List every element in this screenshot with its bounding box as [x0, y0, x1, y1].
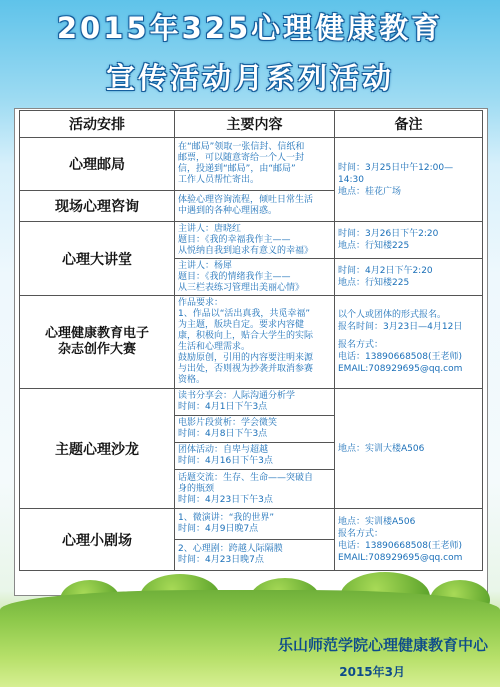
content-line: 体验心理咨询流程，倾吐日常生活	[178, 195, 314, 205]
title-line-1: 2015年325心理健康教育	[56, 11, 444, 45]
note-line: 地点：行知楼225	[338, 241, 410, 251]
activity-note	[335, 296, 483, 389]
activity-content	[175, 470, 335, 509]
activity-content	[175, 443, 335, 470]
note-line: EMAIL:708929695@qq.com	[338, 552, 463, 563]
activity-content	[175, 191, 335, 222]
note-line: 时间：4月2日下午2:20	[338, 266, 433, 276]
table-row	[20, 296, 483, 389]
note-line: EMAIL:708929695@qq.com	[338, 364, 463, 374]
activity-name	[20, 296, 175, 389]
activity-note	[335, 509, 483, 571]
header-content: 主要内容	[175, 111, 335, 138]
note-line: 报名时间：3月23日—4月12日	[338, 322, 463, 332]
header-schedule: 活动安排	[20, 111, 175, 138]
content-line: 时间：4月23日晚7点	[178, 555, 264, 565]
content-line: 从三栏表练习管理出美丽心情》	[178, 282, 305, 293]
table-row	[20, 389, 483, 416]
activity-note	[335, 259, 483, 296]
table-row	[20, 138, 483, 191]
content-line: 身的瓶颈	[178, 483, 215, 494]
activity-note	[335, 389, 483, 509]
note-line: 时间：3月25日中午12:00—14:30	[338, 162, 454, 185]
content-line: 时间：4月1日下午3点	[178, 402, 268, 412]
content-line: 从悦纳自我到追求有意义的幸福》	[178, 245, 314, 256]
activity-name: 心理大讲堂	[20, 222, 175, 296]
note-line: 报名方式：	[338, 528, 384, 539]
content-line: 主讲人：唐晓红	[178, 223, 242, 234]
content-line: 时间：4月23日下午3点	[178, 494, 273, 505]
note-line: 电话：13890668508(王老师)	[338, 540, 463, 551]
content-line: 鼓励原创，引用的内容要注明来源	[178, 353, 314, 363]
activity-name: 主题心理沙龙	[20, 389, 175, 509]
header-notes: 备注	[335, 111, 483, 138]
content-line: 主讲人：杨犀	[178, 260, 233, 271]
content-line: 题目：《我的幸福我作主——	[178, 234, 291, 245]
footer-organization: 乐山师范学院心理健康教育中心	[277, 636, 488, 654]
activity-content	[175, 138, 335, 191]
note-line: 地点：实训楼A506	[338, 516, 416, 527]
activity-content	[175, 259, 335, 296]
content-line: 时间：4月16日下午3点	[178, 456, 273, 466]
content-line: 信，投递到“邮局”，由“邮局”	[178, 164, 296, 174]
note-line: 时间：3月26日下午2:20	[338, 229, 439, 239]
activity-name-line: 杂志创作大赛	[57, 342, 136, 357]
content-line: 生活和心理需求。	[178, 342, 251, 352]
activity-table	[19, 110, 483, 571]
activity-content	[175, 389, 335, 416]
content-line: 1、作品以“活出真我，共觅幸福”	[178, 309, 311, 319]
content-line: 读书分享会：人际沟通分析学	[178, 391, 296, 401]
content-line: 时间：4月8日下午3点	[178, 429, 268, 439]
content-line: 康，积极向上，贴合大学生的实际	[178, 331, 314, 341]
content-line: 为主题，版块自定。要求内容健	[178, 320, 305, 330]
note-line: 电话：13890668508(王老师)	[338, 352, 463, 362]
activity-content	[175, 540, 335, 571]
content-line: 1、微演讲：“我的世界”	[178, 513, 275, 523]
content-line: 工作人员帮忙寄出。	[178, 175, 260, 185]
table-header-row	[20, 111, 483, 138]
content-line: 资格。	[178, 375, 206, 385]
note-line: 地点：实训大楼A506	[338, 443, 425, 454]
content-line: 时间：4月9日晚7点	[178, 524, 259, 534]
table-row	[20, 509, 483, 540]
content-line: 团体活动：自卑与超越	[178, 445, 269, 455]
content-line: 中遇到的各种心理困惑。	[178, 206, 278, 216]
activity-name: 现场心理咨询	[20, 191, 175, 222]
content-line: 在“邮局”领取一张信封、信纸和	[178, 142, 305, 152]
note-line: 地点：桂花广场	[338, 186, 402, 197]
content-line: 电影片段赏析：学会微笑	[178, 418, 278, 428]
activity-content	[175, 296, 335, 389]
note-line: 报名方式：	[338, 340, 384, 350]
activity-note	[335, 222, 483, 259]
content-line: 话题交流：生存、生命——突破自	[178, 472, 314, 483]
activity-note	[335, 138, 483, 222]
content-line: 题目：《我的情绪我作主——	[178, 271, 291, 282]
table-row	[20, 222, 483, 259]
activity-content	[175, 222, 335, 259]
note-line: 以个人或团体的形式报名。	[338, 310, 447, 320]
footer-date: 2015年3月	[339, 665, 405, 679]
activity-content	[175, 416, 335, 443]
activity-name: 心理邮局	[20, 138, 175, 191]
note-line: 地点：行知楼225	[338, 278, 410, 288]
content-line: 与出处，否则视为抄袭并取消参赛	[178, 364, 314, 374]
content-line: 2、心理剧：跨越人际隔膜	[178, 544, 283, 554]
content-line: 作品要求：	[178, 298, 224, 308]
activity-name: 心理小剧场	[20, 509, 175, 571]
activity-name-line: 心理健康教育电子	[44, 326, 149, 341]
content-line: 邮票，可以随意寄给一个人一封	[178, 153, 305, 163]
activity-content	[175, 509, 335, 540]
title-line-2: 宣传活动月系列活动	[105, 61, 394, 95]
